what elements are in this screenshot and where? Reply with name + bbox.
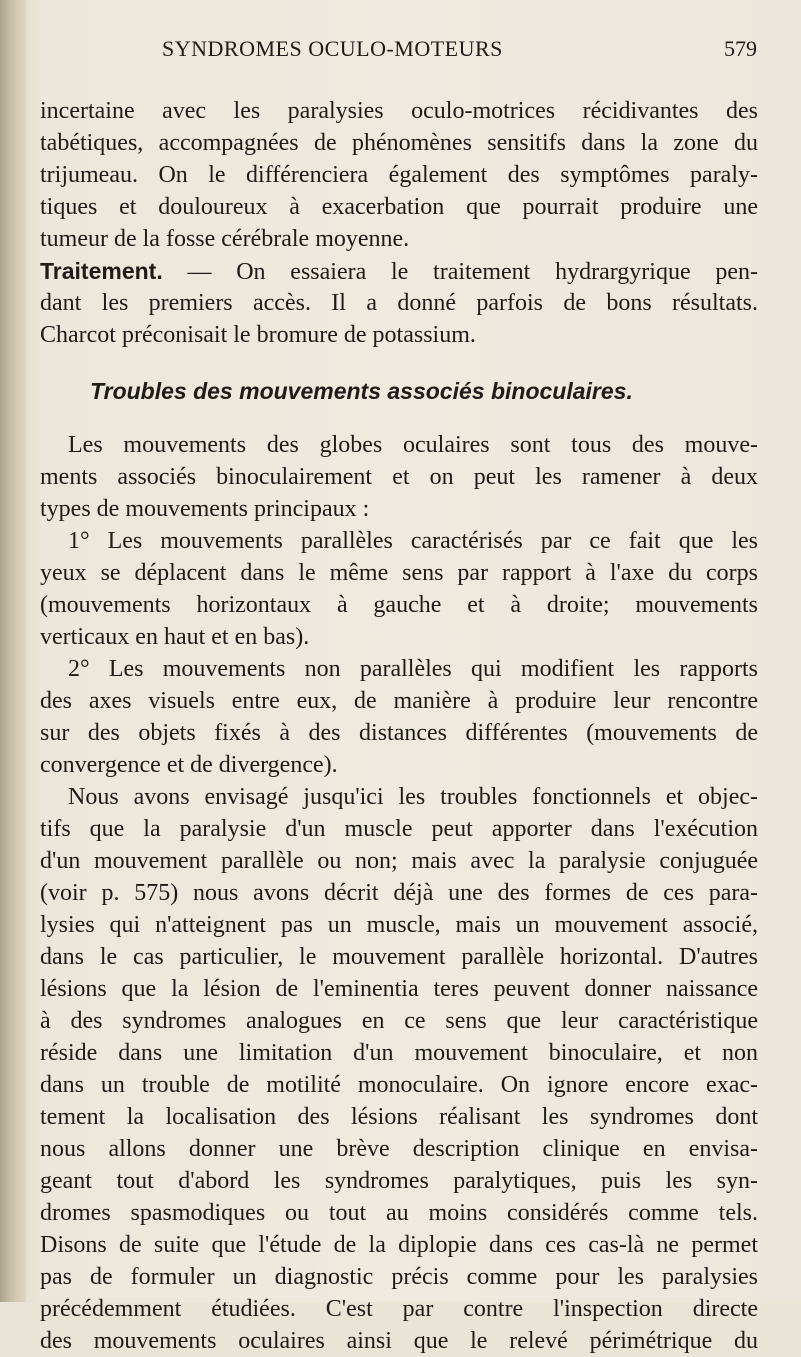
text-line: lésions que la lésion de l'eminentia teres peuvent donner naissance bbox=[40, 976, 758, 1002]
text-line: ments associés binoculairement et on peut les ramener à deux bbox=[40, 464, 758, 490]
body-text bbox=[40, 95, 758, 1357]
text-line: à des syndromes analogues en ce sens que leur caractéristique bbox=[40, 1008, 758, 1034]
text-line: dans un trouble de motilité monoculaire. On ignore encore exac- bbox=[40, 1072, 758, 1098]
text-line: réside dans une limitation d'un mouvement binoculaire, et non bbox=[40, 1040, 758, 1066]
text-line: types de mouvements principaux : bbox=[40, 496, 370, 522]
text-line: lysies qui n'atteignent pas un muscle, mais un mouvement associé, bbox=[40, 912, 758, 938]
page-number: 579 bbox=[724, 36, 757, 61]
text-line: Disons de suite que l'étude de la diplopie dans ces cas-là ne permet bbox=[40, 1232, 758, 1258]
text-line: geant tout d'abord les syndromes paralytiques, puis les syn- bbox=[40, 1168, 758, 1194]
text-line: tiques et douloureux à exacerbation que pourrait produire une bbox=[40, 194, 758, 220]
text-line: pas de formuler un diagnostic précis comme pour les paralysies bbox=[40, 1264, 758, 1290]
text-line: convergence et de divergence). bbox=[40, 752, 338, 778]
text-line: dans le cas particulier, le mouvement parallèle horizontal. D'autres bbox=[40, 944, 758, 970]
running-head-title: SYNDROMES OCULO-MOTEURS bbox=[162, 36, 503, 61]
text-line: nous allons donner une brève description clinique en envisa- bbox=[40, 1136, 758, 1162]
running-head bbox=[0, 36, 801, 70]
text-line: (mouvements horizontaux à gauche et à droite; mouvements bbox=[40, 592, 758, 618]
text-line: dromes spasmodiques ou tout au moins considérés comme tels. bbox=[40, 1200, 758, 1226]
text-line: précédemment étudiées. C'est par contre l'inspection directe bbox=[40, 1296, 758, 1322]
text-line: des axes visuels entre eux, de manière à produire leur rencontre bbox=[40, 688, 758, 714]
text-line: yeux se déplacent dans le même sens par rapport à l'axe du corps bbox=[40, 560, 758, 586]
treatment-label: Traitement. bbox=[40, 258, 163, 284]
text-line: dant les premiers accès. Il a donné parfois de bons résultats. bbox=[40, 290, 758, 316]
text-line: trijumeau. On le différenciera également des symptômes paraly- bbox=[40, 162, 758, 188]
text-line: Les mouvements des globes oculaires sont tous des mouve- bbox=[68, 432, 758, 458]
text-line: 2° Les mouvements non parallèles qui modifient les rapports bbox=[68, 656, 758, 682]
text-line: Charcot préconisait le bromure de potassium. bbox=[40, 322, 476, 348]
text-line: verticaux en haut et en bas). bbox=[40, 624, 310, 650]
text-line: tement la localisation des lésions réalisant les syndromes dont bbox=[40, 1104, 758, 1130]
text-line: 1° Les mouvements parallèles caractérisés par ce fait que les bbox=[68, 528, 758, 554]
text-line: tumeur de la fosse cérébrale moyenne. bbox=[40, 226, 410, 252]
treatment-text: — On essaiera le traitement hydrargyrique pen- bbox=[162, 259, 758, 285]
text-line: incertaine avec les paralysies oculo-motrices récidivantes des bbox=[40, 98, 758, 124]
text-line: tabétiques, accompagnées de phénomènes sensitifs dans la zone du bbox=[40, 130, 758, 156]
page-binding-shadow bbox=[0, 0, 26, 1302]
treatment-line bbox=[40, 255, 758, 287]
text-line: tifs que la paralysie d'un muscle peut apporter dans l'exécution bbox=[40, 816, 758, 842]
text-line: sur des objets fixés à des distances différentes (mouvements de bbox=[40, 720, 758, 746]
section-heading: Troubles des mouvements associés binoculaires. bbox=[90, 378, 633, 404]
text-line: d'un mouvement parallèle ou non; mais avec la paralysie conjuguée bbox=[40, 848, 758, 874]
text-line: (voir p. 575) nous avons décrit déjà une des formes de ces para- bbox=[40, 880, 758, 906]
text-line: des mouvements oculaires ainsi que le relevé périmétrique du bbox=[40, 1328, 758, 1354]
text-line: Nous avons envisagé jusqu'ici les troubles fonctionnels et objec- bbox=[68, 784, 758, 810]
